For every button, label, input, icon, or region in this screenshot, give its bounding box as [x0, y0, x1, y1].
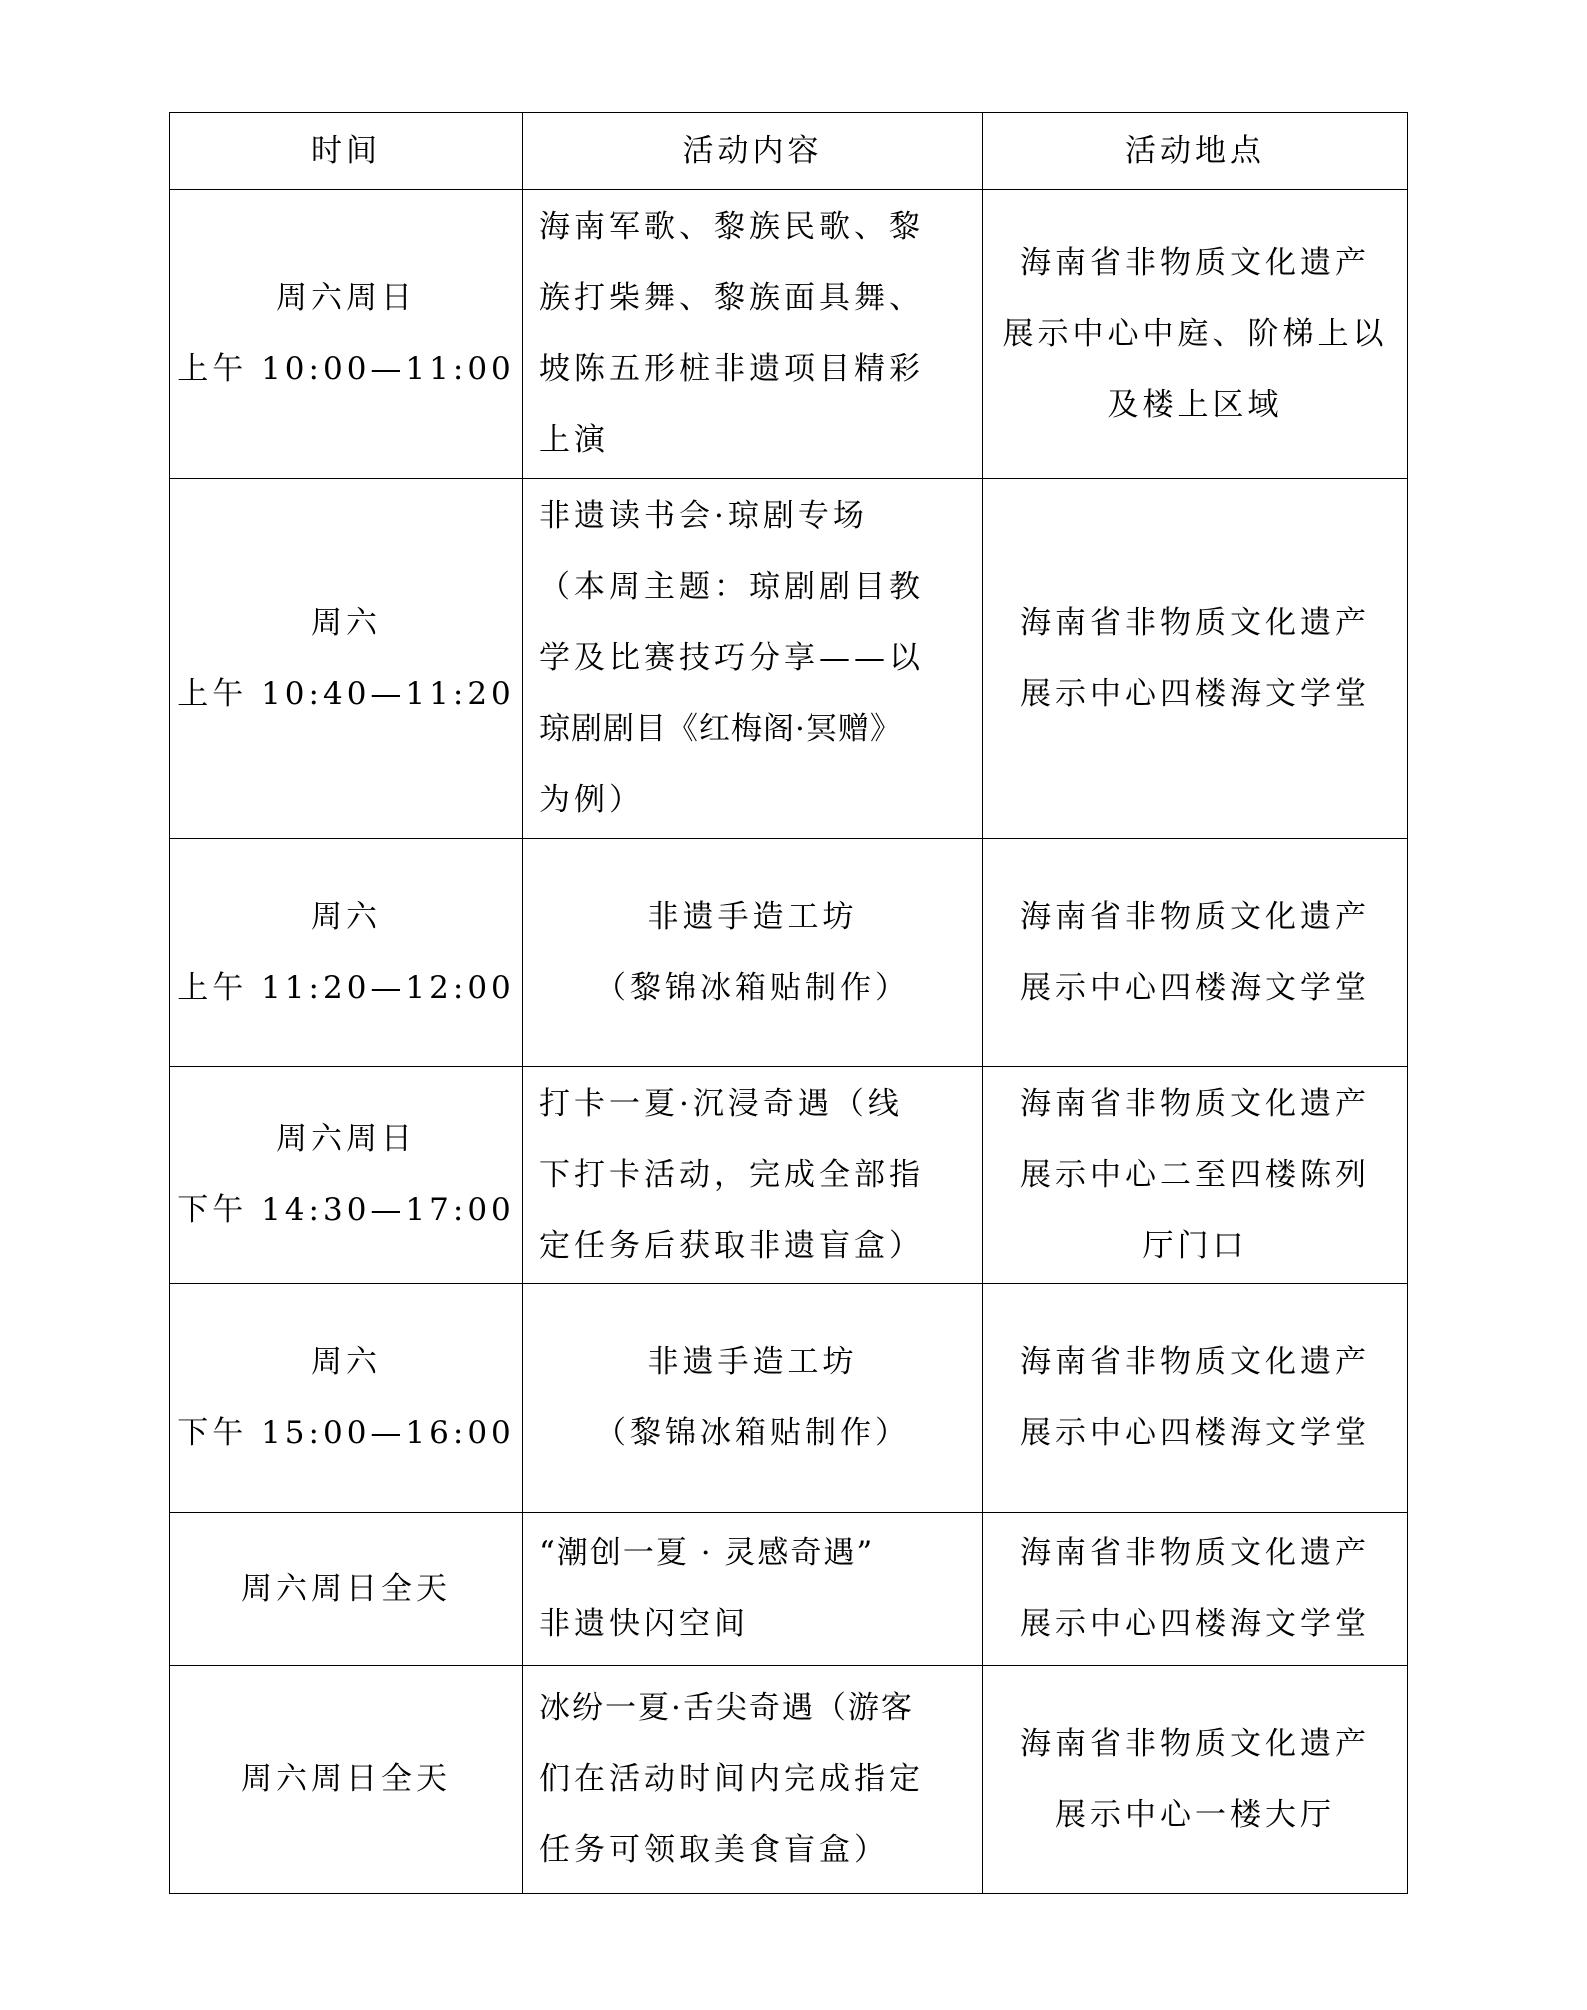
time-cell [170, 1067, 523, 1284]
time-cell [170, 479, 523, 839]
table-row [170, 1513, 1408, 1666]
table-row [170, 839, 1408, 1067]
content-line: 非遗手造工坊 [647, 898, 858, 935]
time-cell [170, 1284, 523, 1513]
content-line: 坡陈五形桩非遗项目精彩 [539, 351, 924, 387]
place-line: 及楼上区域 [1107, 386, 1283, 423]
content-cell [523, 1513, 983, 1666]
time-day: 周六周日全天 [241, 1570, 451, 1607]
time-day: 周六周日 [276, 1121, 416, 1157]
time-cell [170, 1513, 523, 1666]
place-cell [983, 1284, 1408, 1513]
time-cell [170, 839, 523, 1067]
header-place: 活动地点 [983, 113, 1408, 190]
content-line: 琼剧剧目《红梅阁·冥赠》 [539, 711, 902, 747]
content-cell [523, 479, 983, 839]
content-line: 定任务后获取非遗盲盒） [539, 1227, 924, 1264]
place-cell [983, 479, 1408, 839]
content-line: 族打柴舞、黎族面具舞、 [539, 280, 924, 316]
content-cell [523, 1284, 983, 1513]
table-row [170, 479, 1408, 839]
place-line: 展示中心中庭、阶梯上以 [1002, 315, 1388, 352]
time-day: 周六 [311, 604, 381, 641]
content-line: 上演 [539, 422, 609, 458]
time-cell [170, 1666, 523, 1894]
table-row [170, 190, 1408, 479]
place-line: 海南省非物质文化遗产 [1020, 898, 1370, 935]
content-line: （黎锦冰箱贴制作） [595, 1415, 910, 1451]
time-day: 周六 [311, 1344, 381, 1380]
place-line: 展示中心四楼海文学堂 [1020, 1606, 1370, 1642]
content-line: 为例） [539, 782, 644, 818]
schedule-table [169, 112, 1408, 1894]
content-line: 任务可领取美食盲盒） [539, 1832, 889, 1868]
content-line: 打卡一夏·沉浸奇遇（线 [539, 1085, 903, 1122]
content-line: 下打卡活动，完成全部指 [539, 1156, 924, 1193]
content-cell [523, 839, 983, 1067]
place-line: 展示中心四楼海文学堂 [1020, 675, 1370, 712]
table-header-row [170, 113, 1408, 190]
time-range: 上午 10:00—11:00 [177, 351, 515, 387]
place-cell [983, 839, 1408, 1067]
place-line: 展示中心四楼海文学堂 [1020, 1415, 1370, 1451]
header-time: 时间 [170, 113, 523, 190]
time-range: 下午 15:00—16:00 [177, 1415, 515, 1451]
content-line: （黎锦冰箱贴制作） [595, 969, 910, 1006]
content-line: 海南军歌、黎族民歌、黎 [539, 209, 924, 245]
time-cell [170, 190, 523, 479]
table-row [170, 1284, 1408, 1513]
content-line: （本周主题：琼剧剧目教 [539, 569, 924, 605]
content-line: 学及比赛技巧分享——以 [539, 640, 924, 676]
content-cell [523, 1666, 983, 1894]
time-range: 上午 10:40—11:20 [177, 675, 515, 712]
content-line: 冰纷一夏·舌尖奇遇（游客 [539, 1690, 914, 1726]
place-line: 海南省非物质文化遗产 [1020, 604, 1370, 641]
content-line: 们在活动时间内完成指定 [539, 1761, 924, 1797]
place-cell [983, 190, 1408, 479]
place-cell [983, 1067, 1408, 1284]
place-cell [983, 1666, 1408, 1894]
place-line: 展示中心二至四楼陈列 [1020, 1156, 1370, 1193]
place-line: 海南省非物质文化遗产 [1020, 1085, 1370, 1122]
content-line: 非遗读书会·琼剧专场 [539, 498, 868, 534]
place-line: 海南省非物质文化遗产 [1020, 244, 1370, 281]
time-range: 下午 14:30—17:00 [177, 1192, 515, 1228]
place-line: 海南省非物质文化遗产 [1020, 1344, 1370, 1380]
content-line: 非遗手造工坊 [647, 1344, 858, 1380]
place-line: 海南省非物质文化遗产 [1020, 1535, 1370, 1571]
place-cell [983, 1513, 1408, 1666]
table-row [170, 1067, 1408, 1284]
content-line: “潮创一夏 · 灵感奇遇” [539, 1535, 875, 1571]
header-content: 活动内容 [523, 113, 983, 190]
time-day: 周六 [311, 898, 381, 935]
table-row [170, 1666, 1408, 1894]
place-line: 厅门口 [1142, 1227, 1248, 1264]
content-cell [523, 190, 983, 479]
content-line: 非遗快闪空间 [539, 1606, 749, 1642]
content-cell [523, 1067, 983, 1284]
place-line: 展示中心一楼大厅 [1055, 1796, 1335, 1833]
time-day: 周六周日全天 [241, 1761, 451, 1797]
place-line: 展示中心四楼海文学堂 [1020, 969, 1370, 1006]
place-line: 海南省非物质文化遗产 [1020, 1725, 1370, 1762]
time-range: 上午 11:20—12:00 [177, 969, 515, 1006]
time-day: 周六周日 [276, 280, 416, 316]
